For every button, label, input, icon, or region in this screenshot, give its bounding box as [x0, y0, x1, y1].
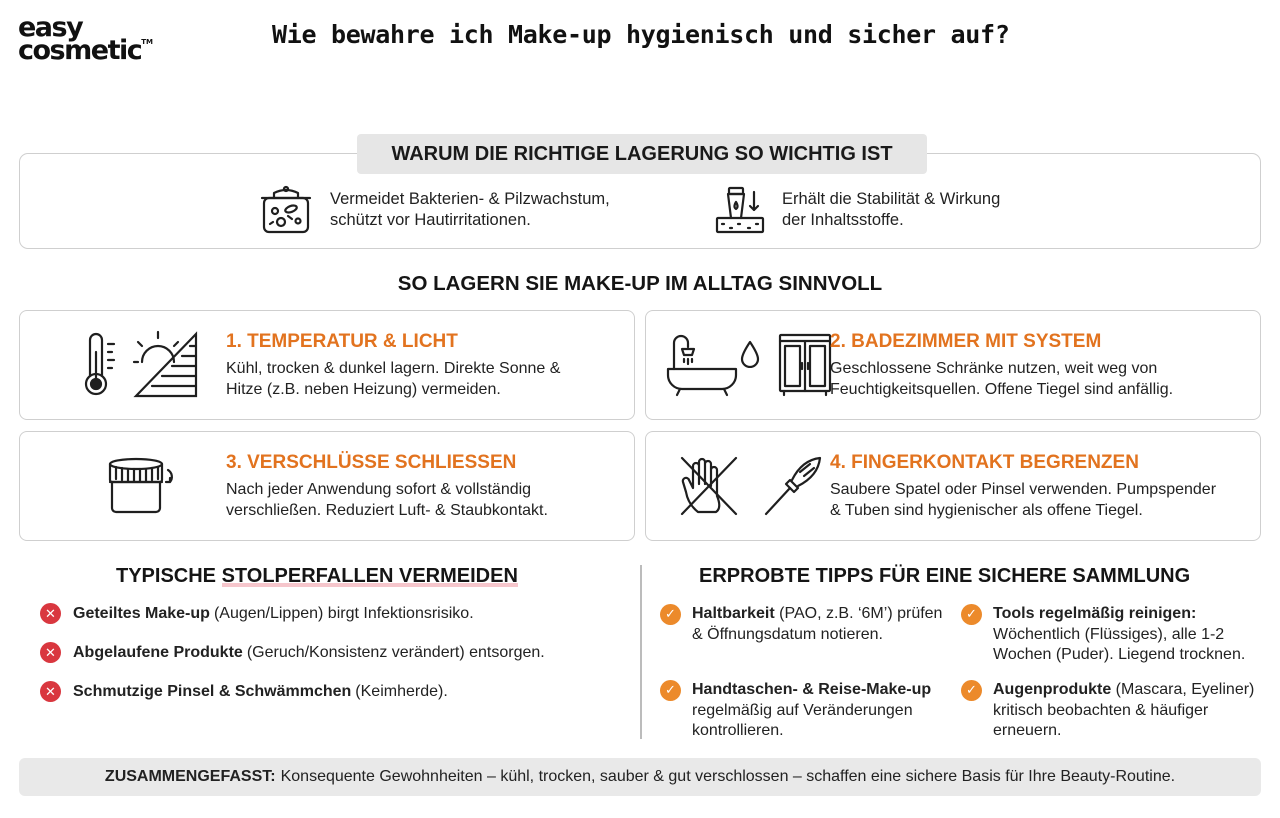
why-item-text-1	[330, 189, 610, 231]
card-3-icons	[106, 432, 186, 540]
card-1-title: 1. TEMPERATUR & LICHT	[226, 331, 458, 352]
pitfall-item	[40, 603, 474, 624]
tip-1-bold: Haltbarkeit	[692, 605, 775, 622]
tip-2-line-3: Wochen (Puder). Liegend trocknen.	[993, 646, 1246, 663]
tip-1-line-2: & Öffnungsdatum notieren.	[692, 625, 883, 643]
logo-trademark: TM	[141, 38, 153, 47]
tip-item	[961, 680, 1254, 742]
pitfall-item	[40, 681, 448, 702]
card-2-title: 2. BADEZIMMER MIT SYSTEM	[830, 331, 1102, 352]
tip-3-text	[692, 680, 931, 742]
card-4-icons	[678, 432, 826, 540]
logo-line-2	[18, 35, 153, 67]
column-divider	[640, 565, 642, 739]
tip-item	[660, 604, 942, 645]
cabinet-icon	[778, 333, 832, 397]
card-1-line-1: Kühl, trocken & dunkel lagern. Direkte Sonne &	[226, 360, 561, 377]
card-3-title: 3. VERSCHLÜSSE SCHLIESSEN	[226, 452, 517, 473]
tip-2-line-2: Wöchentlich (Flüssiges), alle 1-2	[993, 625, 1225, 643]
card-1-text	[226, 331, 626, 400]
sun-heat-icon	[132, 330, 212, 400]
card-finger-contact	[645, 431, 1261, 541]
no-hand-icon	[678, 454, 740, 518]
tip-1-text	[692, 604, 942, 645]
bacteria-jar-icon	[258, 184, 314, 236]
closed-jar-icon	[106, 454, 186, 518]
tip-2-bold: Tools regelmäßig reinigen:	[993, 605, 1197, 622]
card-closures	[19, 431, 635, 541]
tip-item	[660, 680, 931, 742]
tip-4-line-2: kritisch beobachten & häufiger	[993, 701, 1209, 719]
summary-label: ZUSAMMENGEFASST:	[104, 768, 276, 785]
pitfall-3-bold: Schmutzige Pinsel & Schwämmchen	[73, 682, 352, 700]
card-4-title: 4. FINGERKONTAKT BEGRENZEN	[830, 452, 1139, 473]
card-4-line-2: & Tuben sind hygienischer als offene Tiegel.	[830, 501, 1143, 519]
thermometer-icon	[78, 332, 118, 398]
summary-bar	[19, 758, 1261, 796]
pitfall-1-text: (Augen/Lippen) birgt Infektionsrisiko.	[213, 604, 474, 622]
card-3-text	[226, 452, 626, 521]
pitfall-3-text: (Keimherde).	[355, 682, 448, 700]
check-icon: ✓	[961, 604, 982, 625]
why-section-heading: WARUM DIE RICHTIGE LAGERUNG SO WICHTIG IST	[357, 134, 927, 174]
card-2-line-1: Geschlossene Schränke nutzen, weit weg von	[830, 360, 1158, 377]
tip-1-rest: (PAO, z.B. ‘6M’) prüfen	[774, 605, 943, 622]
card-2-line-2: Feuchtigkeitsquellen. Offene Tiegel sind anfällig.	[830, 380, 1174, 398]
tip-4-rest: (Mascara, Eyeliner)	[1111, 681, 1255, 698]
why-item-2-line-1: Erhält die Stabilität & Wirkung	[782, 190, 1001, 208]
tip-2-text	[993, 604, 1245, 666]
card-3-line-1: Nach jeder Anwendung sofort & vollständig	[226, 481, 532, 498]
logo-line-1: easy	[18, 12, 83, 43]
card-4-text	[830, 452, 1250, 521]
pitfalls-heading	[116, 565, 518, 588]
card-2-icons	[666, 311, 832, 419]
stable-tube-icon	[714, 184, 766, 236]
tip-3-line-2: regelmäßig auf Veränderungen	[692, 701, 913, 719]
bathtub-shower-icon	[666, 333, 738, 397]
water-drop-icon	[740, 340, 760, 368]
pitfall-2-text: (Geruch/Konsistenz verändert) entsorgen.	[246, 643, 545, 661]
why-item-1-line-1: Vermeidet Bakterien- & Pilzwachstum,	[330, 190, 610, 208]
why-item-2-line-2: der Inhaltsstoffe.	[782, 211, 904, 229]
pitfall-2-bold: Abgelaufene Produkte	[73, 643, 243, 661]
cross-icon: ✕	[40, 642, 61, 663]
card-3-line-2: verschließen. Reduziert Luft- & Staubkontakt.	[226, 501, 548, 519]
why-item-bacteria	[258, 184, 610, 236]
storage-section-heading: SO LAGERN SIE MAKE-UP IM ALLTAG SINNVOLL	[397, 272, 883, 295]
card-1-icons	[78, 311, 212, 419]
card-2-text	[830, 331, 1250, 400]
brand-logo	[18, 12, 153, 67]
pitfall-1-bold: Geteiltes Make-up	[73, 604, 210, 622]
card-4-line-1: Saubere Spatel oder Pinsel verwenden. Pumpspender	[830, 481, 1217, 498]
why-item-text-2	[782, 189, 1000, 231]
card-bathroom	[645, 310, 1261, 420]
check-icon: ✓	[660, 680, 681, 701]
tip-4-bold: Augenprodukte	[993, 681, 1112, 698]
why-item-1-line-2: schützt vor Hautirritationen.	[330, 211, 531, 229]
tip-3-line-3: kontrollieren.	[692, 722, 784, 739]
pitfalls-heading-part-2: STOLPERFALLEN VERMEIDEN	[221, 565, 518, 587]
tips-heading: ERPROBTE TIPPS FÜR EINE SICHERE SAMMLUNG	[699, 565, 1191, 587]
summary-text: Konsequente Gewohnheiten – kühl, trocken, sauber & gut verschlossen – schaffen eine sichere Basis für Ihre Beauty-Routine.	[280, 768, 1176, 785]
why-item-stability	[714, 184, 1000, 236]
pitfall-item	[40, 642, 545, 663]
check-icon: ✓	[660, 604, 681, 625]
cross-icon: ✕	[40, 681, 61, 702]
tip-3-bold: Handtaschen- & Reise-Make-up	[692, 681, 932, 698]
card-temperature	[19, 310, 635, 420]
pitfalls-heading-part-1: TYPISCHE	[116, 565, 222, 587]
tip-4-text	[993, 680, 1254, 742]
tip-4-line-3: erneuern.	[993, 722, 1062, 739]
card-1-line-2: Hitze (z.B. neben Heizung) vermeiden.	[226, 380, 501, 398]
cross-icon: ✕	[40, 603, 61, 624]
logo-line-2-text: cosmetic	[18, 35, 142, 67]
page-title: Wie bewahre ich Make-up hygienisch und sicher auf?	[272, 20, 1010, 49]
tip-item	[961, 604, 1245, 666]
check-icon: ✓	[961, 680, 982, 701]
makeup-brush-icon	[762, 454, 826, 518]
